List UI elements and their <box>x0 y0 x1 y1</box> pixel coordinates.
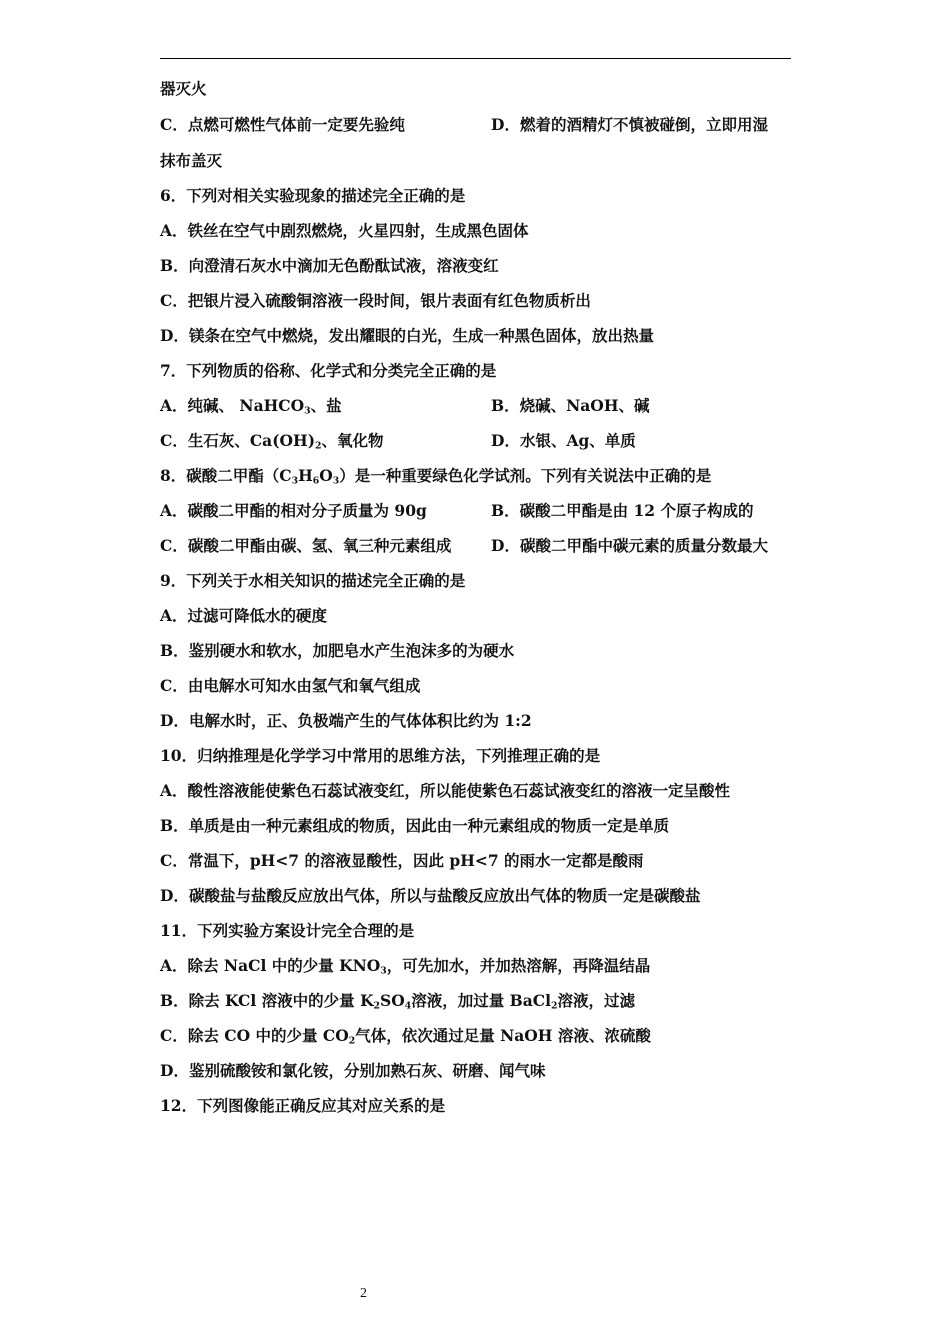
q10-option-d: D．碳酸盐与盐酸反应放出气体，所以与盐酸反应放出气体的物质一定是碳酸盐 <box>160 886 701 905</box>
question-9: 9．下列关于水相关知识的描述完全正确的是 <box>160 571 466 590</box>
q7-option-d: D．水银、Ag、单质 <box>491 431 636 450</box>
q11-option-d: D．鉴别硫酸铵和氯化铵，分别加熟石灰、研磨、闻气味 <box>160 1061 546 1080</box>
page-number: 2 <box>360 1286 367 1301</box>
text-line: 抹布盖灭 <box>160 151 223 170</box>
option-c: C．点燃可燃性气体前一定要先验纯 <box>160 115 405 134</box>
option-d: D．燃着的酒精灯不慎被碰倒，立即用湿 <box>491 115 768 134</box>
question-6: 6．下列对相关实验现象的描述完全正确的是 <box>160 186 466 205</box>
q8-option-a: A．碳酸二甲酯的相对分子质量为 90g <box>160 501 427 520</box>
question-10: 10．归纳推理是化学学习中常用的思维方法，下列推理正确的是 <box>160 746 601 765</box>
q9-option-b: B．鉴别硬水和软水，加肥皂水产生泡沫多的为硬水 <box>160 641 515 660</box>
q11-option-c: C．除去 CO 中的少量 $CO_2$气体，依次通过足量 NaOH 溶液、浓硫酸 <box>160 1026 651 1047</box>
header-rule <box>160 58 791 59</box>
q8-option-b: B．碳酸二甲酯是由 12 个原子构成的 <box>491 501 754 520</box>
question-7: 7．下列物质的俗称、化学式和分类完全正确的是 <box>160 361 497 380</box>
q11-option-a: A．除去 NaCl 中的少量 $KNO_3$，可先加水，并加热溶解，再降温结晶 <box>160 956 651 977</box>
question-12: 12．下列图像能正确反应其对应关系的是 <box>160 1096 446 1115</box>
q7-option-a: A．纯碱、 NaHCO$_3$、盐 <box>160 396 342 417</box>
q10-option-c: C．常温下，pH<7 的溶液显酸性，因此 pH<7 的雨水一定都是酸雨 <box>160 851 644 870</box>
q6-option-a: A．铁丝在空气中剧烈燃烧，火星四射，生成黑色固体 <box>160 221 529 240</box>
q6-option-c: C．把银片浸入硫酸铜溶液一段时间，银片表面有红色物质析出 <box>160 291 591 310</box>
q7-option-b: B．烧碱、NaOH、碱 <box>491 396 650 415</box>
q10-option-b: B．单质是由一种元素组成的物质，因此由一种元素组成的物质一定是单质 <box>160 816 670 835</box>
q6-option-b: B．向澄清石灰水中滴加无色酚酞试液，溶液变红 <box>160 256 499 275</box>
q6-option-d: D．镁条在空气中燃烧，发出耀眼的白光，生成一种黑色固体，放出热量 <box>160 326 654 345</box>
q9-option-a: A．过滤可降低水的硬度 <box>160 606 328 625</box>
question-11: 11．下列实验方案设计完全合理的是 <box>160 921 415 940</box>
q9-option-d: D．电解水时，正、负极端产生的气体体积比约为 1:2 <box>160 711 532 730</box>
q9-option-c: C．由电解水可知水由氢气和氧气组成 <box>160 676 421 695</box>
q7-option-c: C．生石灰、$Ca(OH)_2$、氧化物 <box>160 431 384 452</box>
q8-option-d: D．碳酸二甲酯中碳元素的质量分数最大 <box>491 536 768 555</box>
q10-option-a: A．酸性溶液能使紫色石蕊试液变红，所以能使紫色石蕊试液变红的溶液一定呈酸性 <box>160 781 731 800</box>
q11-option-b: B．除去 KCl 溶液中的少量 $K_2SO_4$溶液，加过量 BaCl$_2$溶液，过滤 <box>160 991 635 1012</box>
question-8: 8．碳酸二甲酯$(C_3H_6O_3)$是一种重要绿色化学试剂。下列有关说法中正确的是 <box>160 466 712 487</box>
text-line: 器灭火 <box>160 79 207 98</box>
q8-option-c: C．碳酸二甲酯由碳、氢、氧三种元素组成 <box>160 536 452 555</box>
